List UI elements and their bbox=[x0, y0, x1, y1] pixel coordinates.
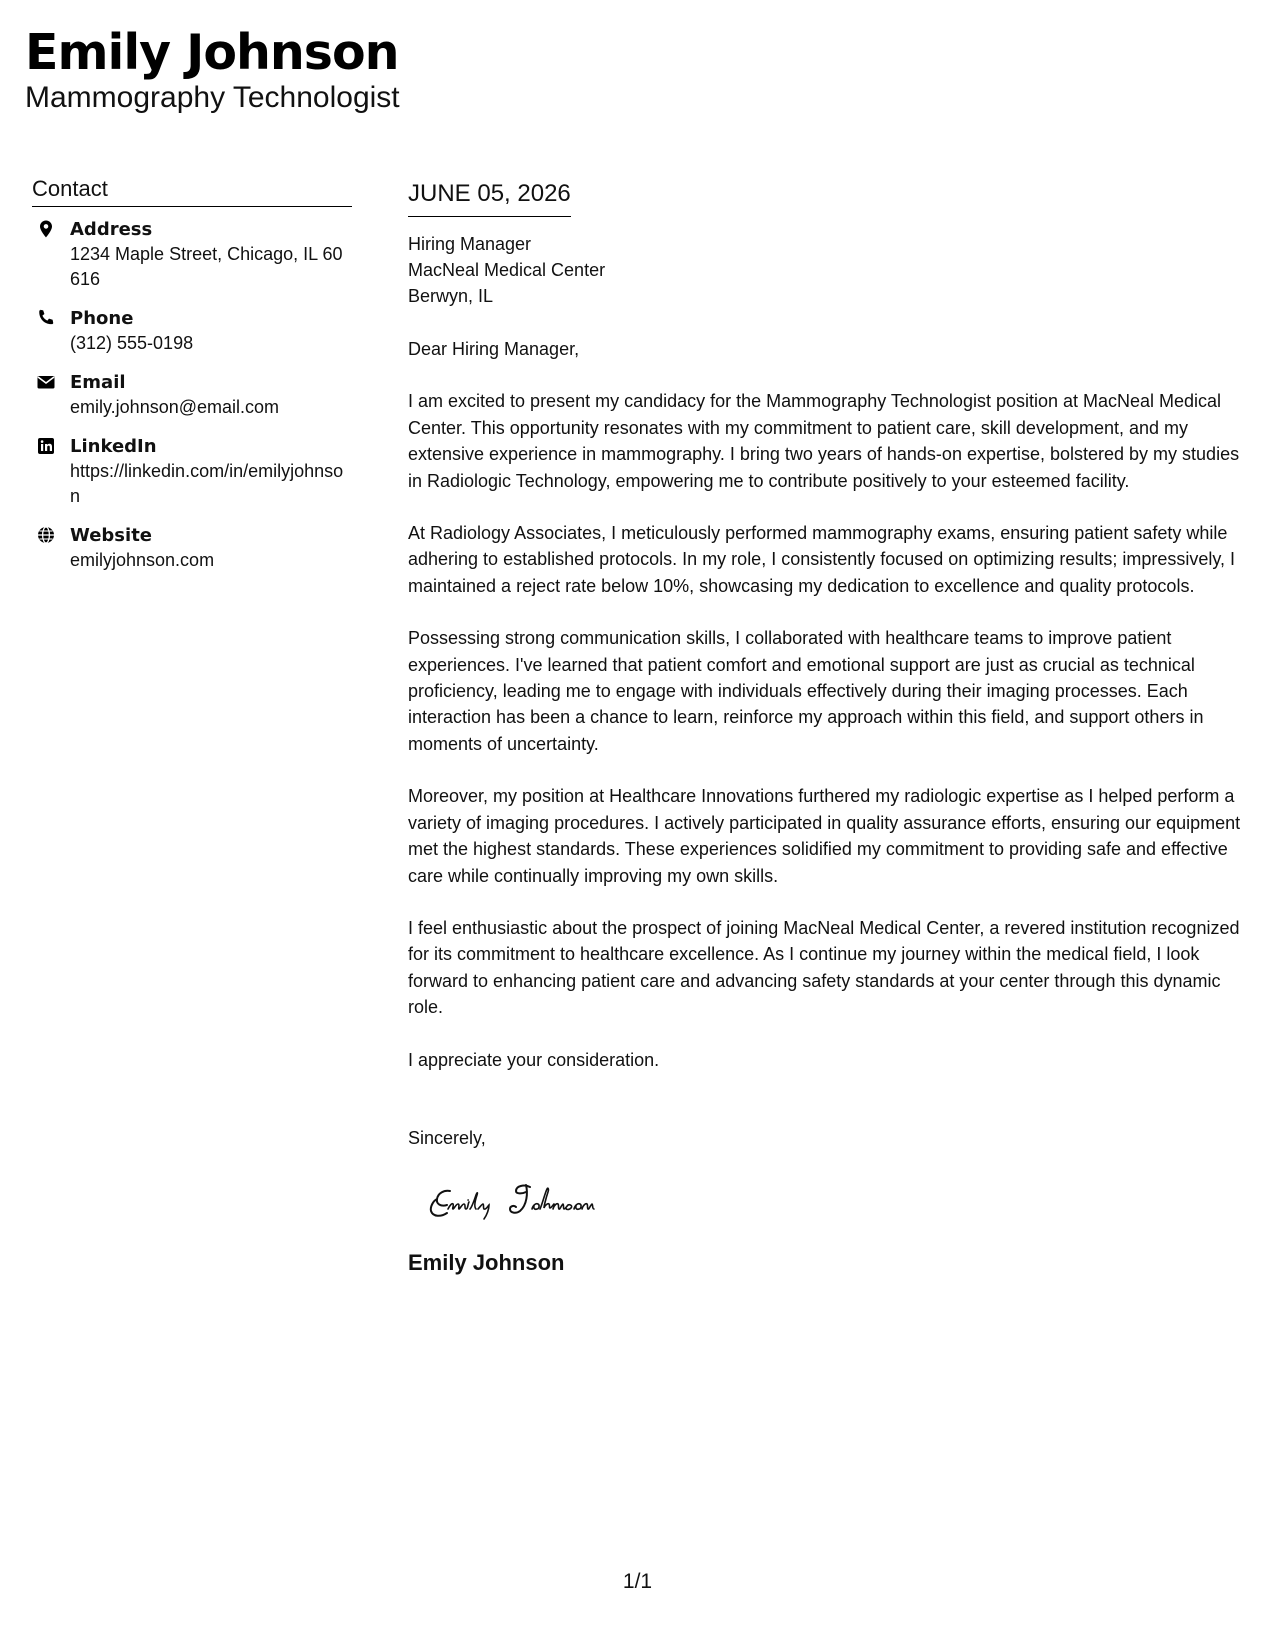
closing: Sincerely, bbox=[408, 1127, 486, 1148]
contact-label: Phone bbox=[70, 308, 134, 329]
letter-paragraph: Possessing strong communication skills, I collaborated with healthcare teams to improve patient experiences. I've learned that patient comfort and emotional support are just as crucial as technical proficiency, leading me to engage with individuals effectively during their imaging processes. Each interaction has been a chance to learn, reinforce my approach within this field, and support others in moments of uncertainty. bbox=[408, 628, 1204, 754]
contact-item-email bbox=[32, 370, 352, 420]
envelope-icon bbox=[36, 372, 56, 392]
page-number: 1/1 bbox=[622, 1570, 653, 1593]
signed-name: Emily Johnson bbox=[408, 1249, 565, 1275]
linkedin-icon bbox=[36, 436, 56, 456]
handwritten-signature bbox=[422, 1173, 662, 1233]
contact-label: Website bbox=[70, 525, 153, 546]
contact-item-address bbox=[32, 217, 352, 292]
recipient-line: Berwyn, IL bbox=[408, 286, 494, 306]
phone-icon bbox=[36, 308, 56, 328]
contact-label: LinkedIn bbox=[70, 436, 157, 457]
recipient-line: MacNeal Medical Center bbox=[408, 260, 606, 280]
linkedin-value[interactable]: https://linkedin.com/in/emilyjohnson bbox=[70, 461, 344, 506]
contact-sidebar bbox=[32, 174, 352, 587]
salutation: Dear Hiring Manager, bbox=[408, 339, 580, 359]
applicant-title: Mammography Technologist bbox=[25, 81, 400, 114]
contact-item-linkedin bbox=[32, 434, 352, 509]
letter-date: JUNE 05, 2026 bbox=[408, 178, 571, 217]
contact-heading: Contact bbox=[32, 174, 352, 207]
email-value: emily.johnson@email.com bbox=[70, 397, 280, 417]
contact-item-website bbox=[32, 523, 352, 573]
letter-paragraph: I am excited to present my candidacy for the Mammography Technologist position at MacNeal Medical Center. This opportunity resonates with my commitment to patient care, skill development, and my extensive experience in mammography. I bring two years of hands-on expertise, bolstered by my studies in Radiologic Technology, empowering me to contribute positively to your esteemed facility. bbox=[408, 391, 1240, 491]
recipient-line: Hiring Manager bbox=[408, 234, 532, 254]
letter-paragraph: Moreover, my position at Healthcare Innovations furthered my radiologic expertise as I helped perform a variety of imaging procedures. I actively participated in quality assurance efforts, ensuring our equipment met the highest standards. These experiences solidified my commitment to providing safe and effective care while continually improving my own skills. bbox=[408, 786, 1241, 886]
phone-value: (312) 555-0198 bbox=[70, 333, 194, 353]
contact-label: Email bbox=[70, 372, 126, 393]
letter-body bbox=[408, 178, 1250, 1277]
contact-item-phone bbox=[32, 306, 352, 356]
letter-header bbox=[25, 24, 400, 116]
address-value: 1234 Maple Street, Chicago, IL 60616 bbox=[70, 244, 343, 289]
letter-paragraph: At Radiology Associates, I meticulously performed mammography exams, ensuring patient safety while adhering to established protocols. In my role, I consistently focused on optimizing results; impressively, I maintained a reject rate below 10%, showcasing my dedication to excellence and quality protocols. bbox=[408, 523, 1236, 596]
applicant-name: Emily Johnson bbox=[25, 24, 399, 81]
website-value[interactable]: emilyjohnson.com bbox=[70, 550, 215, 570]
contact-label: Address bbox=[70, 219, 153, 240]
recipient-block bbox=[408, 231, 1250, 309]
letter-paragraph: I appreciate your consideration. bbox=[408, 1049, 660, 1070]
globe-icon bbox=[36, 525, 56, 545]
map-pin-icon bbox=[36, 219, 56, 239]
letter-paragraph: I feel enthusiastic about the prospect of joining MacNeal Medical Center, a revered institution recognized for its commitment to healthcare excellence. As I continue my journey within the medical field, I look forward to enhancing patient care and advancing safety standards at your center through this dynamic role. bbox=[408, 917, 1240, 1018]
